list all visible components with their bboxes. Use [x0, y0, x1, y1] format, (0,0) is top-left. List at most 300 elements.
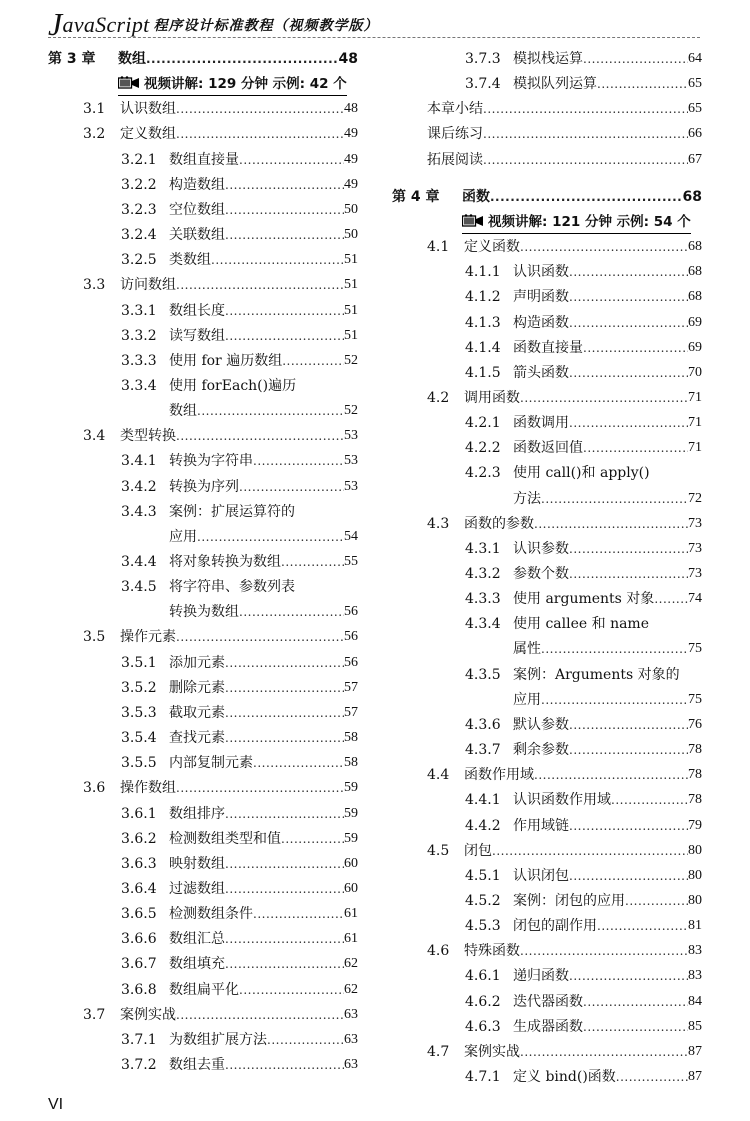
entry-title-line	[427, 123, 702, 145]
entry-number: 4.1.3	[465, 314, 501, 331]
leader-dots	[239, 979, 344, 1001]
entry-page: 68	[682, 188, 702, 205]
entry-title: 箭头函数	[513, 364, 569, 381]
subsection-entry-continued	[48, 526, 358, 548]
entry-title: 数组去重	[169, 1057, 225, 1073]
entry-title: 模拟栈运算	[513, 51, 583, 67]
entry-page: 52	[344, 403, 358, 419]
entry-page: 61	[344, 931, 358, 947]
entry-title: 作用域链	[513, 817, 569, 834]
leader-dots	[225, 727, 344, 749]
entry-title-line	[120, 1004, 358, 1026]
entry-title: 案例实战	[464, 1043, 520, 1060]
entry-title: 闭包的副作用	[513, 918, 597, 935]
entry-title-line	[513, 865, 702, 887]
entry-page: 63	[344, 1006, 358, 1022]
subsection-entry	[392, 48, 702, 70]
leader-dots	[176, 626, 344, 648]
leader-dots	[225, 702, 344, 724]
entry-number: 3.4.5	[121, 579, 157, 596]
entry-title-line	[169, 224, 358, 246]
subsection-entry	[48, 652, 358, 674]
entry-title-line	[169, 953, 358, 975]
entry-title: 认识数组	[120, 101, 176, 118]
subsection-entry	[48, 828, 358, 850]
entry-title-line	[120, 98, 358, 120]
entry-title-line	[169, 752, 358, 774]
entry-title-line	[169, 375, 296, 397]
entry-page: 78	[688, 767, 702, 783]
entry-title-line	[513, 991, 702, 1013]
leader-dots	[176, 123, 344, 145]
entry-title: 使用 forEach()遍历	[169, 377, 297, 394]
entry-number: 4.4.2	[465, 817, 501, 834]
entry-number: 4.2.1	[465, 415, 501, 432]
entry-page: 87	[688, 1043, 702, 1059]
section-entry	[392, 840, 702, 862]
entry-title-line	[169, 727, 358, 749]
entry-page: 65	[688, 101, 702, 117]
entry-page: 51	[344, 252, 358, 268]
subsection-entry	[392, 286, 702, 308]
leader-dots	[225, 853, 344, 875]
section-entry	[48, 626, 358, 648]
entry-title-line	[513, 789, 702, 811]
subsection-entry	[48, 953, 358, 975]
subsection-entry	[48, 551, 358, 573]
entry-title: 将对象转换为数组	[169, 554, 281, 570]
video-camera-icon	[118, 76, 140, 90]
entry-title: 使用 arguments 对象	[513, 591, 655, 608]
leader-dots	[625, 890, 688, 912]
entry-title: 属性	[513, 641, 541, 658]
entry-title: 生成器函数	[513, 1018, 583, 1035]
subsection-entry	[392, 739, 702, 761]
leader-dots	[569, 815, 688, 837]
entry-title: 访问数组	[120, 277, 176, 294]
entry-number: 3.4.3	[121, 503, 157, 520]
entry-number: 3.4.4	[121, 554, 157, 570]
entry-title-line	[513, 312, 702, 334]
entry-page: 76	[688, 716, 702, 732]
leader-dots	[541, 689, 688, 711]
video-camera-icon	[462, 214, 484, 228]
leader-dots	[253, 752, 344, 774]
entry-page: 69	[688, 339, 702, 355]
section-entry	[48, 274, 358, 296]
entry-title-line	[169, 928, 358, 950]
entry-title-line	[169, 803, 358, 825]
subsection-entry	[392, 714, 702, 736]
entry-title: 空位数组	[169, 201, 225, 218]
entry-number: 4.1.1	[465, 264, 501, 281]
entry-number: 4.6.2	[465, 993, 501, 1010]
entry-title: 参数个数	[513, 566, 569, 582]
entry-page: 71	[688, 389, 702, 405]
entry-title-line	[513, 48, 702, 70]
subsection-entry	[392, 362, 702, 384]
leader-dots	[225, 878, 344, 900]
entry-number: 4.3.6	[465, 716, 501, 733]
subsection-entry	[392, 915, 702, 937]
entry-page: 80	[688, 842, 702, 858]
entry-page: 63	[344, 1031, 358, 1047]
entry-number: 3.5.2	[121, 679, 157, 696]
entry-title-line	[513, 689, 702, 711]
subsection-entry	[392, 261, 702, 283]
entry-page: 87	[688, 1069, 702, 1084]
entry-title-line	[513, 714, 702, 736]
leader-dots	[583, 1016, 688, 1038]
entry-title-line	[169, 174, 358, 196]
entry-title: 课后练习	[427, 126, 483, 143]
entry-title: 函数返回值	[513, 440, 583, 457]
leader-dots	[225, 803, 344, 825]
entry-title-line	[169, 702, 358, 724]
entry-page: 54	[344, 528, 358, 544]
entry-page: 49	[344, 126, 358, 142]
entry-page: 75	[688, 691, 702, 707]
entry-title: 调用函数	[464, 389, 520, 406]
leader-dots	[541, 488, 688, 510]
leader-dots	[483, 123, 688, 145]
subsection-entry	[48, 853, 358, 875]
leader-dots	[483, 98, 688, 120]
entry-number: 3.4.2	[121, 478, 157, 495]
header-divider	[48, 37, 700, 38]
video-summary	[118, 73, 347, 96]
section-entry	[392, 123, 702, 145]
section-entry	[392, 387, 702, 409]
subsection-entry	[48, 903, 358, 925]
entry-page: 66	[688, 126, 702, 142]
leader-dots	[583, 991, 688, 1013]
leader-dots	[225, 174, 344, 196]
entry-number: 3.5.3	[121, 704, 157, 721]
entry-title-line	[513, 563, 702, 585]
entry-number: 3.6	[83, 780, 106, 797]
entry-number: 4.5.1	[465, 867, 501, 884]
entry-title-line	[513, 965, 702, 987]
entry-title: 内部复制元素	[169, 755, 253, 772]
subsection-entry	[392, 312, 702, 334]
section-entry	[48, 1004, 358, 1026]
entry-number: 4.1.4	[465, 339, 501, 356]
section-entry	[48, 123, 358, 145]
entry-title-line	[464, 513, 702, 535]
entry-number: 3.2.3	[121, 201, 157, 218]
entry-page: 85	[688, 1018, 702, 1034]
entry-page: 60	[344, 880, 358, 896]
subsection-entry	[48, 979, 358, 1001]
entry-title: 函数直接量	[513, 339, 583, 356]
section-entry	[48, 425, 358, 447]
entry-page: 73	[688, 566, 702, 581]
entry-title-line	[464, 840, 702, 862]
entry-page: 71	[688, 415, 702, 431]
entry-number: 3.7.3	[465, 51, 501, 67]
section-entry	[48, 98, 358, 120]
entry-title: 认识闭包	[513, 867, 569, 884]
entry-page: 59	[344, 830, 358, 846]
entry-number: 4.2	[427, 389, 450, 406]
entry-page: 73	[688, 515, 702, 531]
subsection-entry	[392, 437, 702, 459]
entry-title-line	[464, 387, 702, 409]
entry-title: 删除元素	[169, 679, 225, 696]
entry-title: 查找元素	[169, 730, 225, 747]
entry-page: 48	[344, 101, 358, 117]
entry-page: 56	[344, 629, 358, 645]
entry-title-line	[169, 450, 358, 472]
entry-page: 70	[688, 364, 702, 380]
entry-page: 51	[344, 277, 358, 293]
entry-title: 使用 for 遍历数组	[169, 352, 283, 369]
video-summary	[462, 211, 691, 234]
leader-dots	[225, 325, 344, 347]
leader-dots	[569, 412, 688, 434]
entry-title-line	[169, 300, 358, 322]
entry-page: 50	[344, 201, 358, 217]
entry-number: 3.2.5	[121, 252, 157, 269]
entry-title-line	[513, 588, 702, 610]
entry-title: 使用 call()和 apply()	[513, 465, 650, 482]
subsection-entry	[392, 1066, 702, 1088]
entry-number: 3.7.4	[465, 76, 501, 93]
entry-title-line	[513, 739, 702, 761]
entry-number: 4.3.2	[465, 566, 501, 582]
entry-number: 4.4.1	[465, 792, 501, 809]
leader-dots	[225, 652, 344, 674]
entry-number: 3.6.8	[121, 981, 157, 998]
entry-title: 检测数组条件	[169, 906, 253, 923]
leader-dots	[253, 450, 344, 472]
subsection-entry	[392, 73, 702, 95]
subsection-entry	[48, 702, 358, 724]
entry-number: 4.7.1	[465, 1069, 501, 1085]
leader-dots	[225, 300, 344, 322]
leader-dots	[225, 1054, 344, 1076]
entry-page: 64	[688, 51, 702, 66]
entry-page: 59	[344, 805, 358, 821]
entry-title: 转换为字符串	[169, 453, 253, 470]
entry-title: 案例实战	[120, 1006, 176, 1023]
entry-number: 4.1.2	[465, 289, 501, 306]
entry-number: 4.4	[427, 767, 450, 784]
entry-number: 3.3.2	[121, 327, 157, 344]
entry-number: 3.5.4	[121, 730, 157, 747]
entry-title: 构造数组	[169, 176, 225, 193]
entry-page: 79	[688, 817, 702, 833]
leader-dots	[211, 249, 344, 271]
leader-dots	[492, 840, 688, 862]
subsection-entry	[392, 789, 702, 811]
leader-dots	[176, 98, 344, 120]
leader-dots	[520, 1041, 688, 1063]
leader-dots	[197, 526, 344, 548]
entry-number: 4.6	[427, 943, 450, 960]
entry-page: 78	[688, 742, 702, 758]
entry-title-line	[169, 199, 358, 221]
entry-number: 4.1	[427, 239, 450, 256]
entry-number: 4.3.1	[465, 540, 501, 557]
entry-title: 数组	[118, 51, 146, 67]
entry-title: 数组	[169, 403, 197, 420]
entry-title: 方法	[513, 490, 541, 507]
entry-title: 检测数组类型和值	[169, 830, 281, 847]
entry-page: 51	[344, 327, 358, 343]
subsection-entry	[392, 991, 702, 1013]
entry-page: 60	[344, 855, 358, 871]
entry-title: 关联数组	[169, 227, 225, 244]
entry-page: 83	[688, 943, 702, 959]
entry-page: 49	[344, 176, 358, 192]
entry-title: 函数调用	[513, 415, 569, 432]
entry-title-line	[118, 48, 358, 70]
entry-title-line	[169, 652, 358, 674]
leader-dots	[225, 199, 344, 221]
entry-number: 第 4 章	[392, 188, 440, 205]
entry-title-line	[513, 1066, 702, 1088]
subsection-entry	[392, 337, 702, 359]
entry-title: 认识函数作用域	[513, 792, 611, 809]
entry-number: 4.2.2	[465, 440, 501, 457]
subsection-entry	[392, 865, 702, 887]
entry-title: 认识参数	[513, 540, 569, 557]
entry-title: 定义函数	[464, 239, 520, 256]
leader-dots	[569, 739, 688, 761]
entry-number: 4.3.4	[465, 616, 501, 633]
section-entry	[392, 98, 702, 120]
leader-dots	[616, 1066, 688, 1088]
leader-dots	[569, 714, 688, 736]
entry-title: 构造函数	[513, 314, 569, 331]
entry-number: 3.5.5	[121, 755, 157, 772]
entry-title-line	[427, 149, 702, 171]
entry-page: 69	[688, 314, 702, 330]
leader-dots	[569, 261, 688, 283]
entry-page: 68	[688, 289, 702, 305]
entry-title-line	[513, 664, 680, 686]
leader-dots	[225, 677, 344, 699]
video-summary-text: 视频讲解: 121 分钟 示例: 54 个	[488, 213, 691, 230]
entry-title-line	[513, 286, 702, 308]
entry-page: 71	[688, 440, 702, 456]
subsection-entry	[392, 664, 702, 686]
entry-title: 本章小结	[427, 101, 483, 118]
subsection-entry	[48, 174, 358, 196]
leader-dots	[569, 563, 688, 585]
entry-title-line	[169, 878, 358, 900]
entry-title: 类数组	[169, 252, 211, 269]
entry-number: 3.7.1	[121, 1031, 157, 1048]
entry-number: 4.5.3	[465, 918, 501, 935]
entry-page: 53	[344, 428, 358, 444]
entry-title-line	[513, 73, 702, 95]
entry-page: 78	[688, 792, 702, 808]
leader-dots	[176, 1004, 344, 1026]
entry-page: 55	[344, 554, 358, 569]
leader-dots	[239, 601, 344, 623]
entry-title: 认识函数	[513, 264, 569, 281]
entry-title: 数组填充	[169, 956, 225, 973]
entry-title-line	[169, 1029, 358, 1051]
entry-title-line	[513, 1016, 702, 1038]
entry-page: 57	[344, 704, 358, 720]
entry-title: 过滤数组	[169, 880, 225, 897]
entry-page: 74	[688, 591, 702, 607]
entry-number: 4.3.5	[465, 666, 501, 683]
subsection-entry	[48, 928, 358, 950]
section-entry	[392, 149, 702, 171]
leader-dots	[569, 362, 688, 384]
entry-page: 49	[344, 151, 358, 167]
entry-title: 数组排序	[169, 805, 225, 822]
entry-title-line	[169, 501, 295, 523]
leader-dots	[569, 965, 688, 987]
entry-number: 3.2.1	[121, 151, 157, 168]
entry-title-line	[513, 890, 702, 912]
leader-dots	[520, 940, 688, 962]
subsection-entry	[48, 325, 358, 347]
entry-title: 递归函数	[513, 968, 569, 985]
entry-number: 3.4.1	[121, 453, 157, 470]
leader-dots	[569, 312, 688, 334]
entry-title-line	[120, 626, 358, 648]
entry-title-line	[513, 261, 702, 283]
leader-dots	[176, 274, 344, 296]
subsection-entry	[48, 300, 358, 322]
entry-page: 80	[688, 867, 702, 883]
entry-number: 4.5	[427, 842, 450, 859]
entry-page: 67	[688, 151, 702, 167]
entry-title-line	[120, 425, 358, 447]
entry-title: 截取元素	[169, 704, 225, 721]
entry-title-line	[169, 828, 358, 850]
subsection-entry	[48, 249, 358, 271]
entry-title: 案例：扩展运算符的	[169, 503, 295, 520]
entry-title: 转换为序列	[169, 478, 239, 495]
entry-page: 63	[344, 1057, 358, 1072]
subsection-entry	[392, 538, 702, 560]
entry-page: 51	[344, 302, 358, 318]
entry-title-line	[169, 476, 358, 498]
entry-title: 应用	[169, 528, 197, 545]
entry-title-line	[169, 979, 358, 1001]
leader-dots	[611, 789, 688, 811]
entry-number: 3.6.5	[121, 906, 157, 923]
leader-dots	[176, 425, 344, 447]
entry-number: 4.3.3	[465, 591, 501, 608]
leader-dots	[225, 953, 344, 975]
leader-dots	[583, 437, 688, 459]
entry-title-line	[464, 940, 702, 962]
book-title: JavaScript 程序设计标准教程（视频教学版）	[48, 6, 379, 42]
section-entry	[392, 236, 702, 258]
entry-number: 3.3	[83, 277, 106, 294]
subsection-entry	[48, 727, 358, 749]
entry-title: 添加元素	[169, 654, 225, 671]
entry-title: 将字符串、参数列表	[169, 579, 295, 596]
entry-page: 65	[688, 76, 702, 92]
entry-number: 3.4	[83, 428, 106, 445]
entry-page: 72	[688, 490, 702, 506]
running-header	[48, 2, 700, 42]
leader-dots	[541, 638, 688, 660]
leader-dots	[239, 149, 344, 171]
leader-dots	[253, 903, 344, 925]
entry-title: 拓展阅读	[427, 151, 483, 168]
